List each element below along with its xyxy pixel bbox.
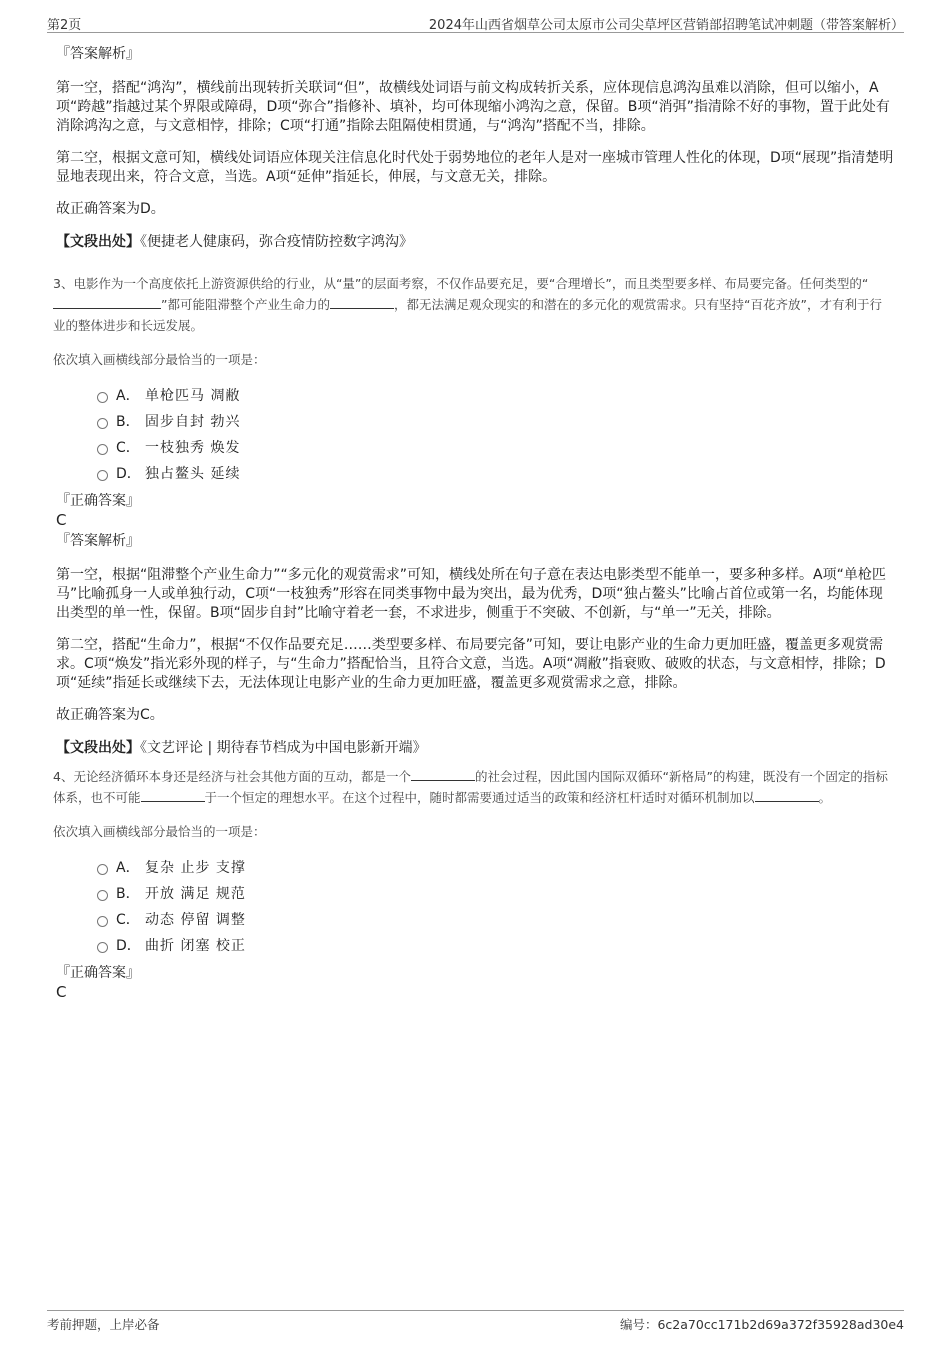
q4-blank-3 <box>755 787 819 802</box>
q4-stem-part-c: 于一个恒定的理想水平。在这个过程中，随时都需要通过适当的政策和经济杠杆适时对循环机制加以 <box>204 790 755 805</box>
q4-option-d[interactable]: D． 曲折 闭塞 校正 <box>56 933 894 959</box>
document-title: 2024年山西省烟草公司太原市公司尖草坪区营销部招聘笔试冲刺题（带答案解析） <box>428 18 904 33</box>
q4-stem-part-b: 的社会过程，因此国内国际双循环“新格局”的构建，既没有一个固定的指标体系，也不可能 <box>53 769 888 805</box>
radio-icon[interactable] <box>97 392 108 403</box>
q3-analysis-p2: 第二空，搭配“生命力”，根据“不仅作品要充足……类型要多样、布局要完备”可知，要让电影产业的生命力更加旺盛，覆盖更多观赏需求。C项“焕发”指光彩外现的样子，与“生命力”搭配恰当，且符合文意，当选。A项“凋敝”指衰败、破败的状态，与文意相悖，排除；D项“延续”指延长或继续下去，无法体现让电影产业的生命力更加旺盛，覆盖更多观赏需求之意，排除。 <box>56 637 886 691</box>
q3-option-a[interactable]: A． 单枪匹马 凋敝 <box>56 383 894 409</box>
q4-options <box>56 855 894 959</box>
q3-conclusion: 故正确答案为C。 <box>56 707 164 723</box>
q3-blank-1 <box>53 294 161 309</box>
radio-icon[interactable] <box>97 444 108 455</box>
q3-source-label: 【文段出处】 <box>56 740 140 756</box>
q3-option-d[interactable]: D． 独占鳌头 延续 <box>56 461 894 487</box>
q4-stem-part-d: 。 <box>818 790 832 805</box>
q2-analysis-label: 『答案解析』 <box>56 46 140 62</box>
document-code-value: 6c2a70cc171b2d69a372f35928ad30e4 <box>657 1317 904 1332</box>
page-number: 第2页 <box>47 18 82 33</box>
q4-option-b[interactable]: B． 开放 满足 规范 <box>56 881 894 907</box>
radio-icon[interactable] <box>97 470 108 481</box>
radio-icon[interactable] <box>97 890 108 901</box>
q3-stem-part-c: ，都无法满足观众现实的和潜在的多元化的观赏需求。只有坚持“百花齐放”，才有利于行业的整体进步和长远发展。 <box>53 297 882 333</box>
q3-source <box>56 738 894 758</box>
q3-answer: C <box>56 511 67 529</box>
q4-option-c[interactable]: C． 动态 停留 调整 <box>56 907 894 933</box>
q4-option-a[interactable]: A． 复杂 止步 支撑 <box>56 855 894 881</box>
q3-stem-part-b: ”都可能阻滞整个产业生命力的 <box>161 297 330 312</box>
q3-instruction: 依次填入画横线部分最恰当的一项是： <box>53 352 266 367</box>
footer-slogan: 考前押题，上岸必备 <box>47 1317 160 1332</box>
q3-analysis-label: 『答案解析』 <box>56 533 140 549</box>
q4-blank-2 <box>141 787 205 802</box>
q2-source-label: 【文段出处】 <box>56 234 140 250</box>
q4-stem <box>53 766 894 808</box>
q4-blank-1 <box>411 766 475 781</box>
page-footer <box>47 1310 904 1335</box>
page-content <box>53 44 894 1002</box>
q2-analysis-p2: 第二空，根据文意可知，横线处词语应体现关注信息化时代处于弱势地位的老年人是对一座城市管理人性化的体现，D项“展现”指清楚明显地表现出来，符合文意，当选。A项“延伸”指延长，伸展，与文意无关，排除。 <box>56 150 894 185</box>
q3-stem-part-a: 3、电影作为一个高度依托上游资源供给的行业，从“量”的层面考察，不仅作品要充足，要“合理增长”，而且类型要多样、布局要完备。任何类型的“ <box>53 276 869 291</box>
q2-conclusion: 故正确答案为D。 <box>56 201 165 217</box>
q2-analysis-p1: 第一空，搭配“鸿沟”，横线前出现转折关联词“但”，故横线处词语与前文构成转折关系，应体现信息鸿沟虽难以消除，但可以缩小，A项“跨越”指越过某个界限或障碍，D项“弥合”指修补、填补，均可体现缩小鸿沟之意，保留。B项“消弭”指清除不好的事物，置于此处有消除鸿沟之意，与文意相悖，排除；C项“打通”指除去阻隔使相贯通，与“鸿沟”搭配不当，排除。 <box>56 80 890 134</box>
q3-source-text: 《文艺评论 | 期待春节档成为中国电影新开端》 <box>140 740 427 756</box>
q2-source <box>56 232 894 252</box>
q3-blank-2 <box>330 294 394 309</box>
q3-option-b[interactable]: B． 固步自封 勃兴 <box>56 409 894 435</box>
q4-answer-label: 『正确答案』 <box>56 965 140 981</box>
radio-icon[interactable] <box>97 418 108 429</box>
q3-options <box>56 383 894 487</box>
radio-icon[interactable] <box>97 864 108 875</box>
q2-source-text: 《便捷老人健康码，弥合疫情防控数字鸿沟》 <box>140 234 413 250</box>
document-code <box>620 1315 904 1333</box>
q3-stem <box>53 273 894 336</box>
q4-answer: C <box>56 983 67 1001</box>
q3-analysis-p1: 第一空，根据“阻滞整个产业生命力”“多元化的观赏需求”可知，横线处所在句子意在表达电影类型不能单一，要多种多样。A项“单枪匹马”比喻孤身一人或单独行动，C项“一枝独秀”形容在同类事物中最为突出，最为优秀，D项“独占鳌头”比喻占首位或第一名，均能体现出类型的单一性，保留。B项“固步自封”比喻守着老一套，不求进步，侧重于不突破、不创新，与“单一”无关，排除。 <box>56 567 886 621</box>
q3-answer-label: 『正确答案』 <box>56 493 140 509</box>
document-code-label: 编号： <box>619 1317 658 1332</box>
radio-icon[interactable] <box>97 942 108 953</box>
q3-option-c[interactable]: C． 一枝独秀 焕发 <box>56 435 894 461</box>
q4-stem-part-a: 4、无论经济循环本身还是经济与社会其他方面的互动，都是一个 <box>53 769 411 784</box>
page-header <box>47 12 904 33</box>
q4-instruction: 依次填入画横线部分最恰当的一项是： <box>53 824 266 839</box>
radio-icon[interactable] <box>97 916 108 927</box>
